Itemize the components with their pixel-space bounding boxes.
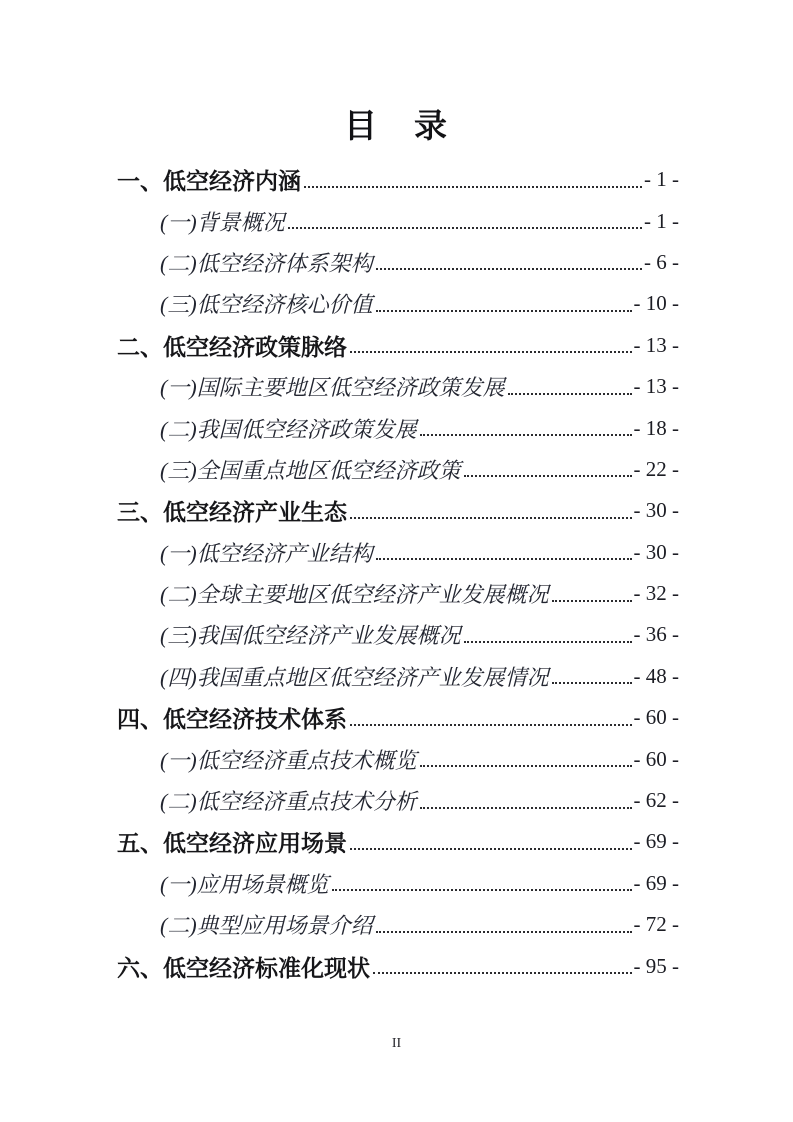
toc-entry-page: - 60 - <box>633 746 679 771</box>
page-footer <box>0 1036 793 1052</box>
toc-entry-page: - 13 - <box>633 374 679 399</box>
toc-entry-page: - 6 - <box>644 249 679 274</box>
toc-entry <box>117 200 679 241</box>
toc-entry-page: - 36 - <box>633 622 679 647</box>
toc-entry-title: (二)我国低空经济政策发展 <box>160 416 417 442</box>
dot-leader <box>376 310 632 312</box>
toc-title: 目 录 <box>344 107 449 144</box>
toc-entry-title: 五、低空经济应用场景 <box>117 830 347 857</box>
toc-entry-page: - 69 - <box>633 870 679 895</box>
toc-entry-title: 六、低空经济标准化现状 <box>117 954 370 981</box>
toc-entry <box>117 573 679 614</box>
toc-entry-page: - 13 - <box>633 332 679 357</box>
toc-entry-page: - 32 - <box>633 581 679 606</box>
toc-entry <box>117 283 679 324</box>
toc-entry-title: (一)低空经济重点技术概览 <box>160 747 417 773</box>
dot-leader <box>376 268 642 270</box>
toc-entry-page: - 18 - <box>633 415 679 440</box>
toc-entry-title: (二)全球主要地区低空经济产业发展概况 <box>160 582 549 608</box>
dot-leader <box>508 393 632 395</box>
dot-leader <box>420 765 632 767</box>
toc-entry-page: - 30 - <box>633 539 679 564</box>
toc-entry <box>117 863 679 904</box>
toc-entry-page: - 30 - <box>633 498 679 523</box>
dot-leader <box>552 600 632 602</box>
toc-entry <box>117 242 679 283</box>
dot-leader <box>552 682 632 684</box>
toc-entry <box>117 904 679 945</box>
toc-entry-page: - 62 - <box>633 788 679 813</box>
toc-entry-page: - 72 - <box>633 912 679 937</box>
dot-leader <box>350 724 632 726</box>
toc-entry-title: (一)背景概况 <box>160 209 285 235</box>
toc-entry-title: 四、低空经济技术体系 <box>117 706 347 733</box>
page-number: II <box>391 1036 402 1051</box>
dot-leader <box>350 351 632 353</box>
toc-entry <box>117 159 679 200</box>
toc-entry-title: (四)我国重点地区低空经济产业发展情况 <box>160 664 549 690</box>
toc-entry-title: (一)应用场景概览 <box>160 871 329 897</box>
toc-entry-page: - 10 - <box>633 291 679 316</box>
toc-entry-page: - 22 - <box>633 456 679 481</box>
toc-entry <box>117 366 679 407</box>
toc-entry <box>117 656 679 697</box>
toc-entry-title: (二)低空经济体系架构 <box>160 250 373 276</box>
toc-entry <box>117 490 679 531</box>
toc-entry <box>117 325 679 366</box>
toc-entry-page: - 48 - <box>633 663 679 688</box>
dot-leader <box>420 434 632 436</box>
toc-entry-title: (二)典型应用场景介绍 <box>160 913 373 939</box>
toc-entry-page: - 1 - <box>644 208 679 233</box>
toc-entry-page: - 95 - <box>633 953 679 978</box>
toc-entry-title: (三)全国重点地区低空经济政策 <box>160 457 461 483</box>
dot-leader <box>288 227 642 229</box>
dot-leader <box>464 641 632 643</box>
toc-entry <box>117 821 679 862</box>
toc-entry <box>117 738 679 779</box>
toc-entry <box>117 697 679 738</box>
toc-entry-title: 一、低空经济内涵 <box>117 168 301 195</box>
toc-entry-title: (三)我国低空经济产业发展概况 <box>160 623 461 649</box>
toc-entry-title: 三、低空经济产业生态 <box>117 499 347 526</box>
toc-entry-title: (一)国际主要地区低空经济政策发展 <box>160 375 505 401</box>
dot-leader <box>376 931 632 933</box>
dot-leader <box>350 517 632 519</box>
dot-leader <box>420 807 632 809</box>
toc-entry-title: (二)低空经济重点技术分析 <box>160 789 417 815</box>
dot-leader <box>373 972 632 974</box>
toc-entry-page: - 60 - <box>633 705 679 730</box>
dot-leader <box>464 475 632 477</box>
toc-entry <box>117 532 679 573</box>
dot-leader <box>350 848 632 850</box>
toc-list <box>117 159 679 987</box>
dot-leader <box>304 186 642 188</box>
toc-entry <box>117 945 679 986</box>
toc-entry-page: - 1 - <box>644 167 679 192</box>
toc-entry-title: (三)低空经济核心价值 <box>160 292 373 318</box>
toc-entry <box>117 449 679 490</box>
toc-entry <box>117 407 679 448</box>
toc-entry-title: 二、低空经济政策脉络 <box>117 333 347 360</box>
dot-leader <box>332 889 632 891</box>
toc-entry-page: - 69 - <box>633 829 679 854</box>
toc-entry <box>117 780 679 821</box>
toc-entry <box>117 614 679 655</box>
dot-leader <box>376 558 632 560</box>
toc-entry-title: (一)低空经济产业结构 <box>160 540 373 566</box>
